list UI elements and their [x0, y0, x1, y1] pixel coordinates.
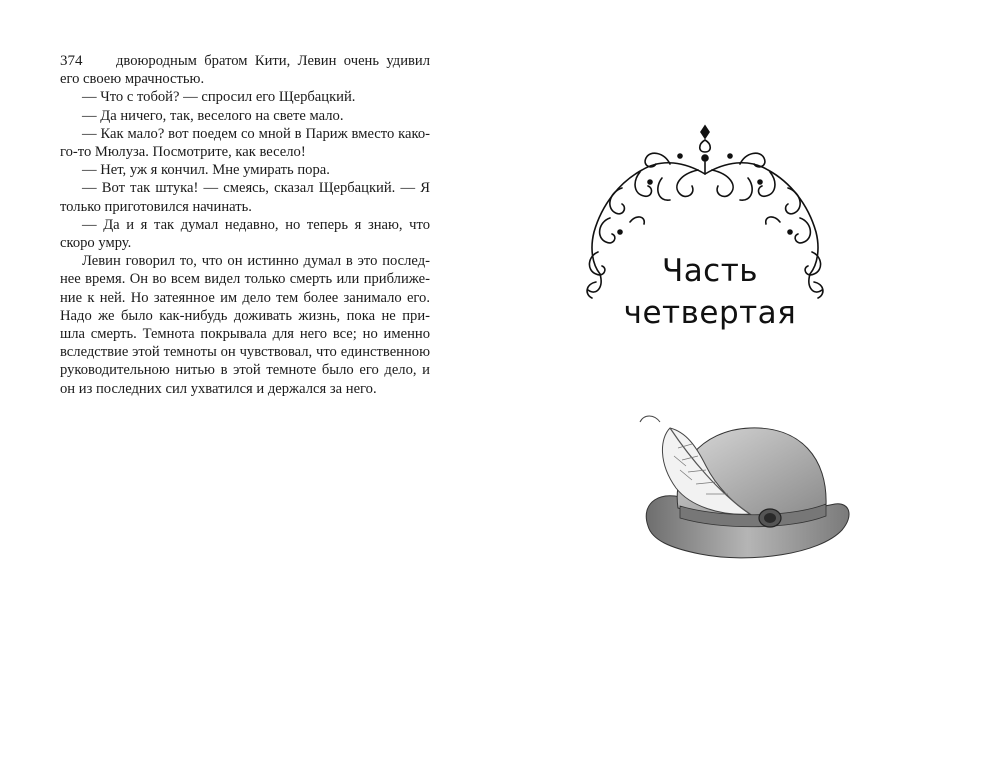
paragraph: Левин говорил то, что он истинно думал в это послед-нее время. Он во всем видел только смерть или приближе-ние к ней. Но затеянное им дело тем более занимало его. Надо же было как-нибудь доживать жизнь, пока не при-шла смерть. Темнота покрывала для него все; но именно вследствие этой темноты он чувствовал, что единственною руководительною нитью в этой темноте было его дело, и он из последних сил ухватился и держался за него. [60, 253, 430, 397]
chapter-title-line2: четвертая [623, 295, 797, 331]
body-text [60, 52, 430, 398]
paragraph: — Нет, уж я кончил. Мне умирать пора. [82, 162, 330, 179]
paragraph: — Да ничего, так, веселого на свете мало. [82, 107, 344, 124]
chapter-title-line1: Часть [661, 253, 759, 289]
hat-illustration [630, 408, 855, 568]
paragraph: — Да и я так думал недавно, но теперь я знаю, что скоро умру. [60, 216, 430, 252]
paragraph: — Как мало? вот поедем со мной в Париж вместо како-го-то Мюлуза. Посмотрите, как весело! [60, 125, 430, 161]
chapter-title [590, 250, 830, 334]
paragraph: — Что с тобой? — спросил его Щербацкий. [82, 89, 356, 106]
page-number: 374 [60, 53, 83, 69]
paragraph: — Вот так штука! — смеясь, сказал Щербацкий. — Я только приготовился начинать. [60, 180, 430, 215]
paragraph: двоюродным братом Кити, Левин очень удивил его своею мрачностью. [60, 53, 430, 88]
